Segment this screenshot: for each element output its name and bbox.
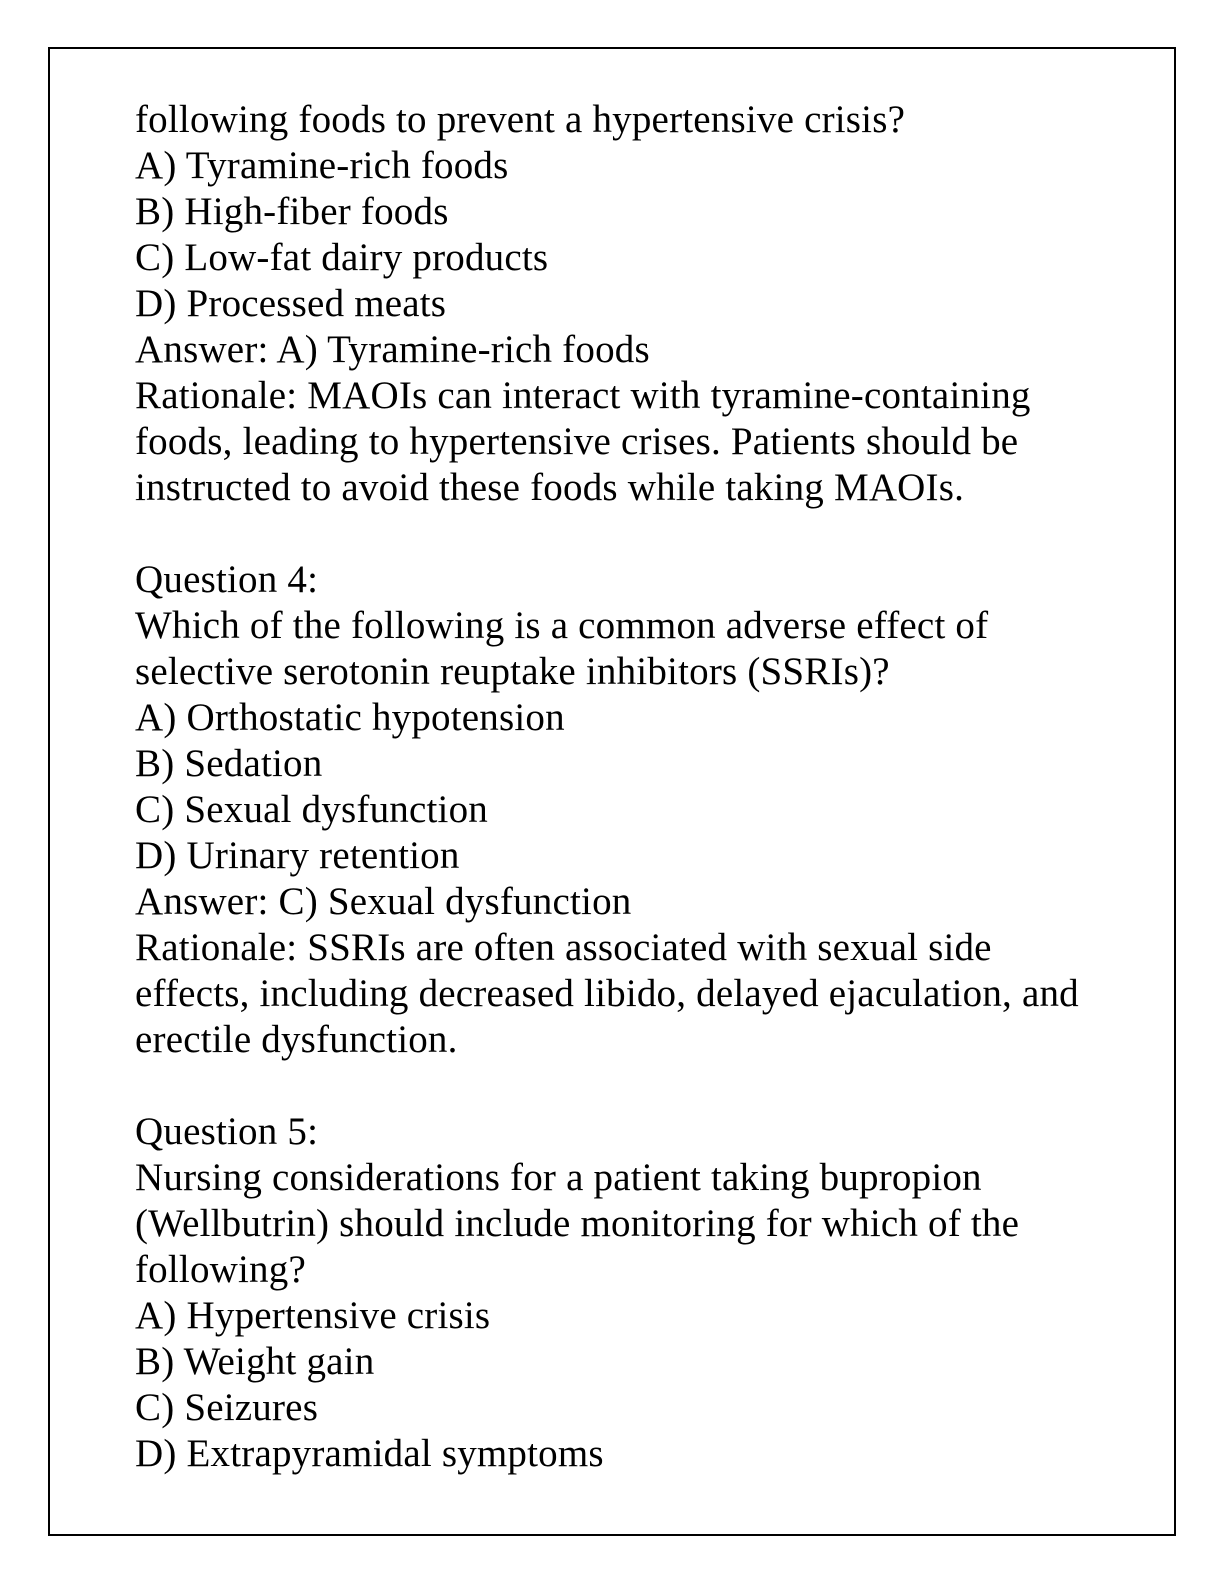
text-line: Nursing considerations for a patient taking bupropion: [135, 1156, 982, 1199]
text-line: Which of the following is a common adverse effect of: [135, 604, 989, 647]
question-3-continuation: [135, 97, 1135, 511]
text-line: C) Low-fat dairy products: [135, 236, 549, 279]
text-line: (Wellbutrin) should include monitoring for which of the: [135, 1202, 1020, 1245]
text-line: effects, including decreased libido, delayed ejaculation, and: [135, 972, 1079, 1015]
text-line: following?: [135, 1248, 306, 1291]
text-line: C) Seizures: [135, 1386, 319, 1429]
text-line: Question 4:: [135, 558, 319, 601]
text-line: D) Extrapyramidal symptoms: [135, 1432, 604, 1475]
text-line: foods, leading to hypertensive crises. Patients should be: [135, 420, 1019, 463]
text-line: D) Urinary retention: [135, 834, 460, 877]
text-line: B) Sedation: [135, 742, 323, 785]
text-line: Answer: C) Sexual dysfunction: [135, 880, 632, 923]
question-5: [135, 1109, 1135, 1477]
text-line: A) Tyramine-rich foods: [135, 144, 509, 187]
text-line: D) Processed meats: [135, 282, 447, 325]
question-4: [135, 557, 1135, 1063]
text-line: erectile dysfunction.: [135, 1018, 458, 1061]
text-line: instructed to avoid these foods while taking MAOIs.: [135, 466, 965, 509]
text-line: A) Orthostatic hypotension: [135, 696, 565, 739]
text-line: A) Hypertensive crisis: [135, 1294, 491, 1337]
text-line: Rationale: SSRIs are often associated with sexual side: [135, 926, 992, 969]
text-line: Rationale: MAOIs can interact with tyramine-containing: [135, 374, 1031, 417]
text-line: B) Weight gain: [135, 1340, 375, 1383]
text-line: Answer: A) Tyramine-rich foods: [135, 328, 650, 371]
text-line: selective serotonin reuptake inhibitors (SSRIs)?: [135, 650, 890, 693]
text-line: following foods to prevent a hypertensive crisis?: [135, 98, 906, 141]
text-line: C) Sexual dysfunction: [135, 788, 488, 831]
text-line: B) High-fiber foods: [135, 190, 449, 233]
document-text: [135, 97, 1135, 1477]
text-line: Question 5:: [135, 1110, 319, 1153]
